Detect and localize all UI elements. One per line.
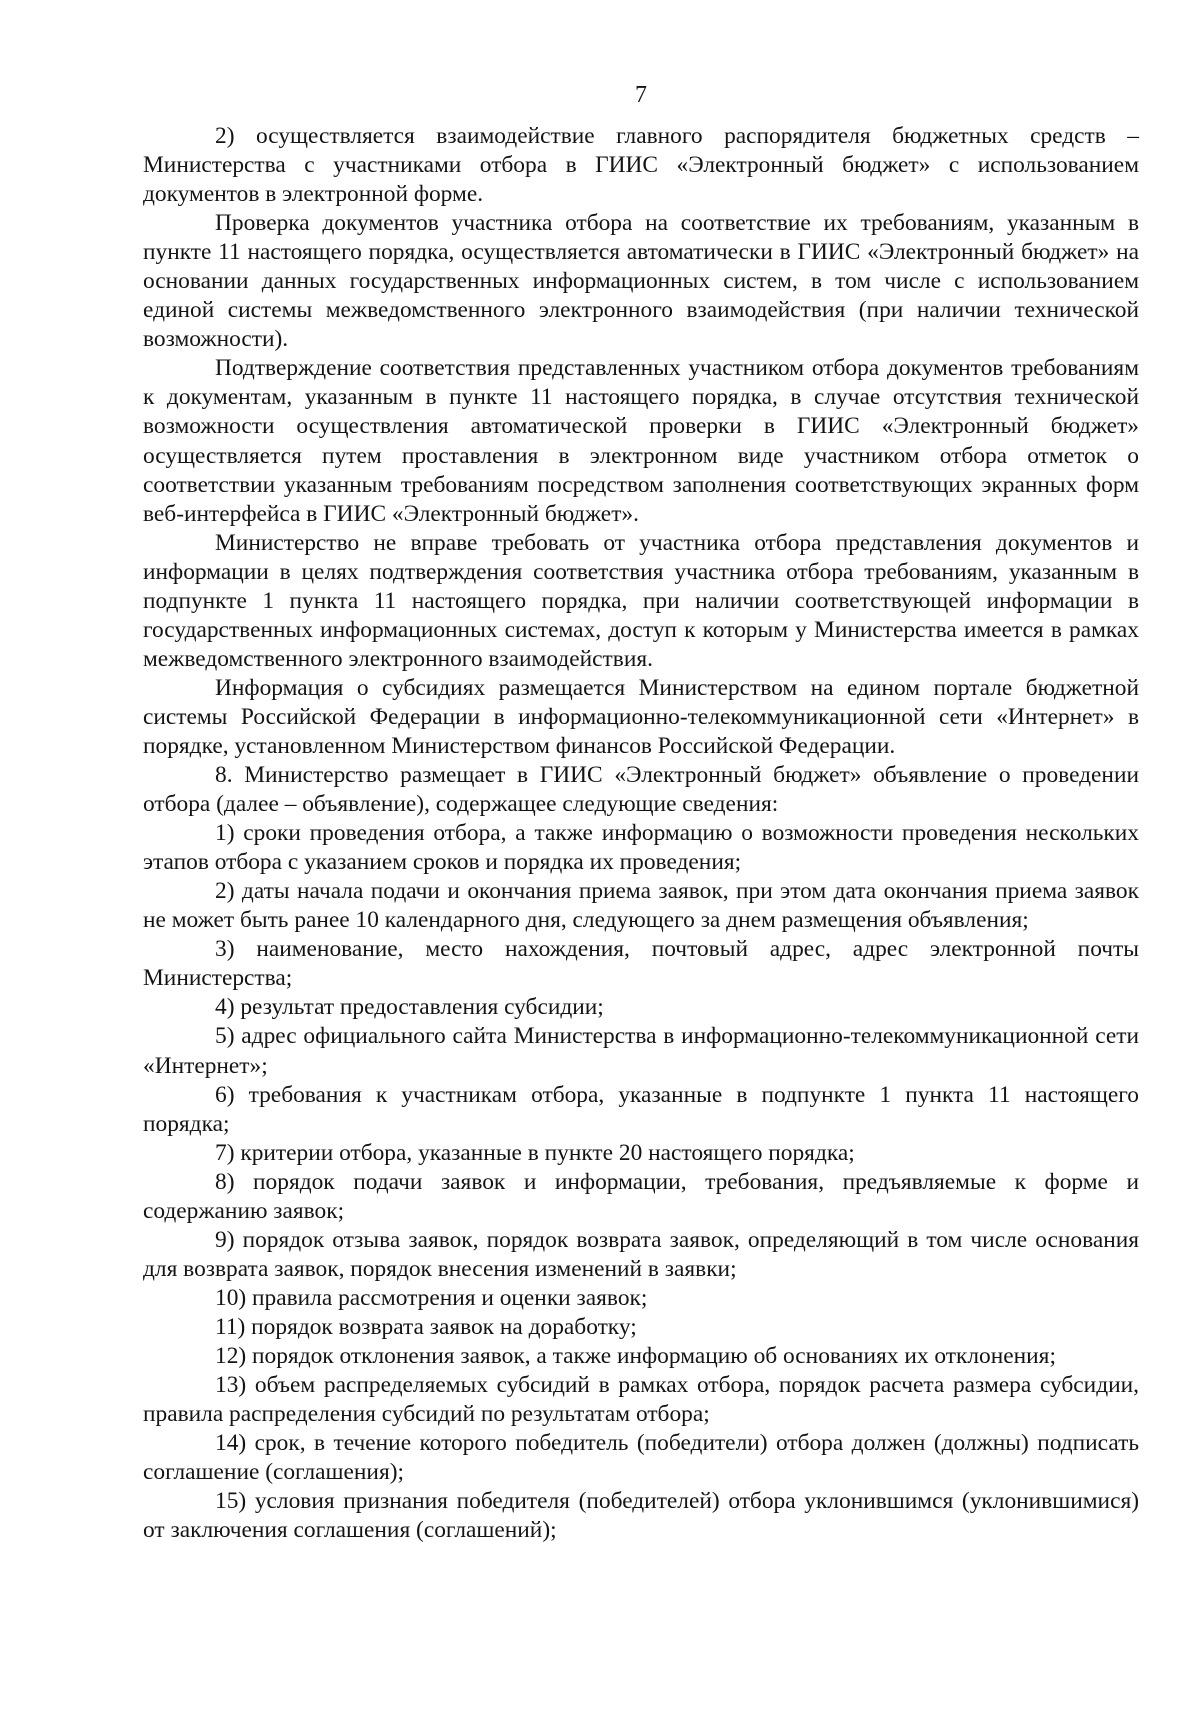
list-item-2: 2) даты начала подачи и окончания приема заявок, при этом дата окончания приема заявок не может быть ранее 10 календарного дня, следующего за днем размещения объявления;: [143, 878, 1139, 934]
paragraph-confirmation: Подтверждение соответствия представленных участником отбора документов требованиям к документам, указанным в пункте 11 настоящего порядка, в случае отсутствия технической возможности осуществления автоматической проверки в ГИИС «Электронный бюджет» осуществляется путем проставления в электронном виде участником отбора отметок о соответствии указанным требованиям посредством заполнения соответствующих экранных форм веб-интерфейса в ГИИС «Электронный бюджет».: [143, 355, 1139, 527]
document-page: [143, 80, 1139, 1545]
list-item-9: 9) порядок отзыва заявок, порядок возврата заявок, определяющий в том числе основания для возврата заявок, порядок внесения изменений в заявки;: [143, 1226, 1139, 1282]
paragraph-document-check: Проверка документов участника отбора на соответствие их требованиям, указанным в пункте 11 настоящего порядка, осуществляется автоматически в ГИИС «Электронный бюджет» на основании данных государственных информационных систем, в том числе с использованием единой системы межведомственного электронного взаимодействия (при наличии технической возможности).: [143, 210, 1139, 353]
list-item-5: 5) адрес официального сайта Министерства в информационно-телекоммуникационной сети «Интернет»;: [143, 1023, 1139, 1079]
paragraph-subsidy-info: Информация о субсидиях размещается Министерством на едином портале бюджетной системы Российской Федерации в информационно-телекоммуникационной сети «Интернет» в порядке, установленном Министерством финансов Российской Федерации.: [143, 674, 1139, 759]
list-item-12: 12) порядок отклонения заявок, а также информацию об основаниях их отклонения;: [215, 1342, 1056, 1369]
list-item-11: 11) порядок возврата заявок на доработку;: [215, 1313, 637, 1340]
paragraph-item-2: 2) осуществляется взаимодействие главного распорядителя бюджетных средств – Министерства с участниками отбора в ГИИС «Электронный бюджет» с использованием документов в электронной форме.: [143, 123, 1139, 208]
list-item-3: 3) наименование, место нахождения, почтовый адрес, адрес электронной почты Министерства;: [143, 936, 1139, 992]
list-item-1: 1) сроки проведения отбора, а также информацию о возможности проведения нескольких этапов отбора с указанием сроков и порядка их проведения;: [143, 820, 1139, 876]
list-item-4: 4) результат предоставления субсидии;: [215, 994, 604, 1021]
list-item-6: 6) требования к участникам отбора, указанные в подпункте 1 пункта 11 настоящего порядка;: [143, 1081, 1139, 1137]
list-item-7: 7) критерии отбора, указанные в пункте 20 настоящего порядка;: [215, 1139, 855, 1166]
list-item-13: 13) объем распределяемых субсидий в рамках отбора, порядок расчета размера субсидии, правила распределения субсидий по результатам отбора;: [143, 1372, 1139, 1428]
list-item-14: 14) срок, в течение которого победитель (победители) отбора должен (должны) подписать соглашение (соглашения);: [143, 1430, 1139, 1486]
list-item-15: 15) условия признания победителя (победителей) отбора уклонившимся (уклонившимися) от заключения соглашения (соглашений);: [143, 1488, 1139, 1544]
paragraph-ministry-restriction: Министерство не вправе требовать от участника отбора представления документов и информации в целях подтверждения соответствия участника отбора требованиям, указанным в подпункте 1 пункта 11 настоящего порядка, при наличии соответствующей информации в государственных информационных системах, доступ к которым у Министерства имеется в рамках межведомственного электронного взаимодействия.: [143, 529, 1139, 672]
list-item-10: 10) правила рассмотрения и оценки заявок;: [215, 1284, 648, 1311]
paragraph-section-8: 8. Министерство размещает в ГИИС «Электронный бюджет» объявление о проведении отбора (далее – объявление), содержащее следующие сведения:: [143, 762, 1139, 818]
page-number: 7: [635, 82, 647, 108]
list-item-8: 8) порядок подачи заявок и информации, требования, предъявляемые к форме и содержанию заявок;: [143, 1168, 1139, 1224]
